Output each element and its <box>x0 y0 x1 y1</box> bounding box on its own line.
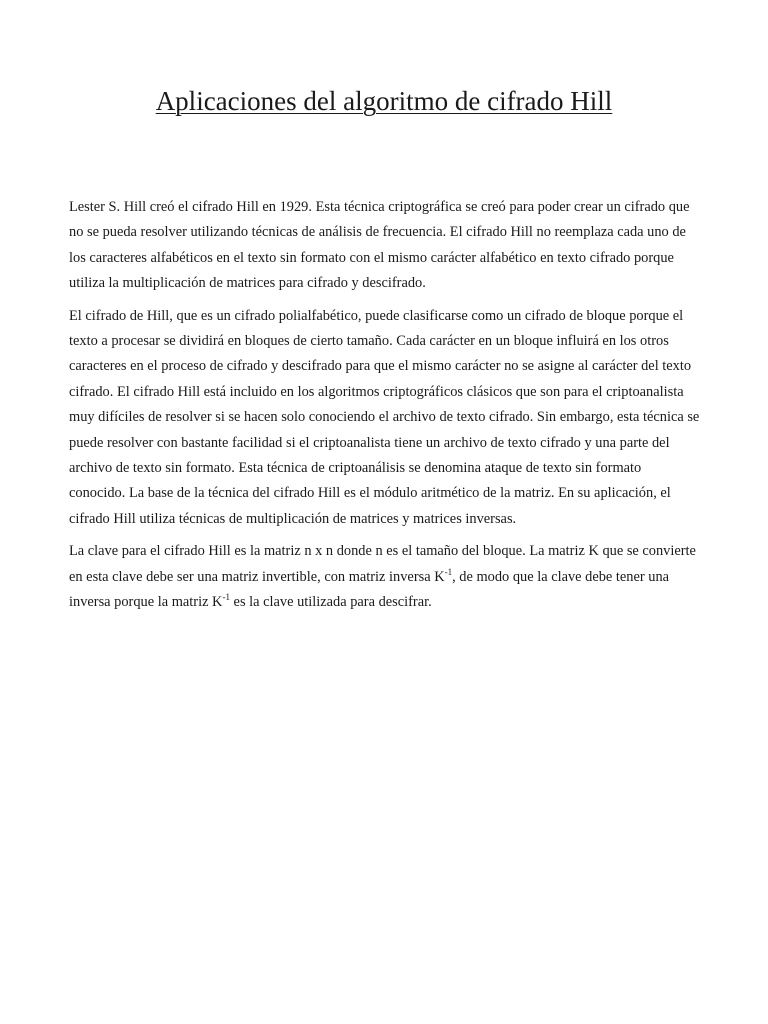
superscript-inverse-2: -1 <box>222 592 230 603</box>
document-body <box>69 195 701 623</box>
paragraph-1: Lester S. Hill creó el cifrado Hill en 1929. Esta técnica criptográfica se creó para poder crear un cifrado que no se pueda resolver utilizando técnicas de análisis de frecuencia. El cifrado Hill no reemplaza cada uno de los caracteres alfabéticos en el texto sin formato con el mismo carácter alfabético en texto cifrado porque utiliza la multiplicación de matrices para cifrado y descifrado. <box>69 199 690 292</box>
paragraph-3-part-2: , de modo que la clave debe tener una inversa porque la matriz K <box>69 568 670 611</box>
paragraph-3-part-3: es la clave utilizada para descifrar. <box>229 594 432 611</box>
paragraph-3-part-1: La clave para el cifrado Hill es la matriz n x n donde n es el tamaño del bloque. La matriz K que se convierte en esta clave debe ser una matriz invertible, con matriz inversa K <box>69 543 696 585</box>
document-title <box>0 84 768 118</box>
paragraph-3 <box>69 539 701 615</box>
superscript-inverse-1: -1 <box>444 566 453 577</box>
document-title-text: Aplicaciones del algoritmo de cifrado Hill <box>155 86 613 116</box>
paragraph-2: El cifrado de Hill, que es un cifrado polialfabético, puede clasificarse como un cifrado de bloque porque el texto a procesar se dividirá en bloques de cierto tamaño. Cada carácter en un bloque influirá en los otros caracteres en el proceso de cifrado y descifrado para que el mismo carácter no se asigne al carácter del texto cifrado. El cifrado Hill está incluido en los algoritmos criptográficos clásicos que son para el criptoanalista muy difíciles de resolver si se hacen solo conociendo el archivo de texto cifrado. Sin embargo, esta técnica se puede resolver con bastante facilidad si el criptoanalista tiene un archivo de texto cifrado y una parte del archivo de texto sin formato. Esta técnica de criptoanálisis se denomina ataque de texto sin formato conocido. La base de la técnica del cifrado Hill es el módulo aritmético de la matriz. En su aplicación, el cifrado Hill utiliza técnicas de multiplicación de matrices y matrices inversas. <box>69 307 700 527</box>
